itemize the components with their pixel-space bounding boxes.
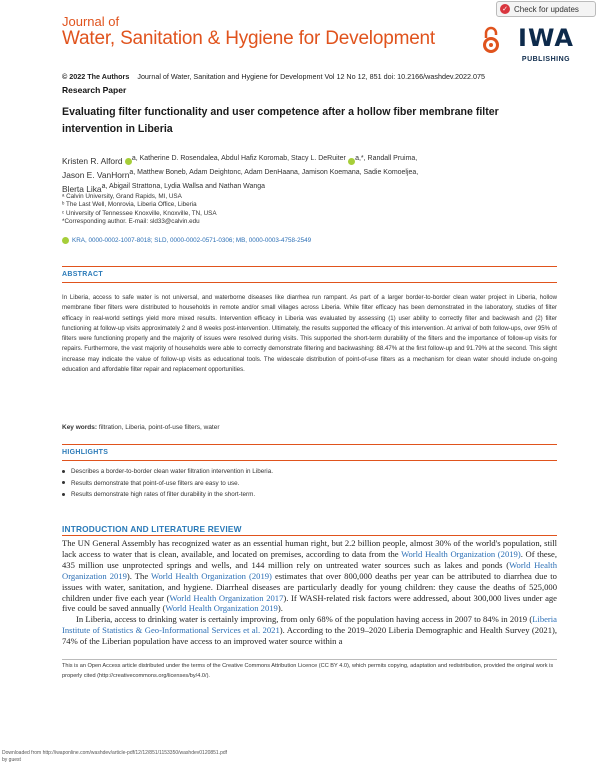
divider — [62, 266, 557, 267]
corresponding-author: *Corresponding author. E-mail: sld33@calvin.edu — [62, 217, 200, 225]
license-footer: This is an Open Access article distributed under the terms of the Creative Commons Attribution Licence (CC BY 4.0), which permits copying, adaptation and redistribution, provided the original work is properly cited (http://creativecommons.org/licenses/by/4.0/). — [62, 663, 554, 679]
paragraph: The UN General Assembly has recognized water as an essential human right, but 2.2 billion people, almost 30% of the world's population, still lack access to water that is clean, available, and located on premises, according to data from the World Health Organization (2019). Of these, 435 million use unprotected springs and wells, and 144 million rely on untreated water sources such as lakes and ponds (World Health Organization 2019). The World Health Organization (2019) estimates that over 800,000 deaths per year can be attributed to diarrhea due to issues with water, sanitation, and hygiene. Diarrheal diseases are particularly deadly for young children: they cause the deaths of 525,000 children under five each year (World Health Organization 2017). If WASH-related risk factors were addressed, about 300,000 lives under age five could be saved annually (World Health Organization 2019). — [62, 538, 557, 614]
list-item: Describes a border-to-border clean water filtration intervention in Liberia. — [62, 466, 273, 478]
abstract-text: In Liberia, access to safe water is not universal, and waterborne diseases like diarrhea run rampant. As part of a larger border-to-border clean water project in Liberia, hollow membrane fiber filters were distributed to households in remote and/or small villages across Liberia. While filter efficacy has been demonstrated in the laboratory, studies of filter efficacy in real-world settings yield more mixed results. Intervention efficacy in Liberia was evaluated by assessing (1) user ability to correctly filter and backwash and (2) filter functioning at follow-up visits approximately 2 and 8 weeks post-intervention. Ultimately, the results supported the efficacy of this intervention. At arrival of both follow-ups, over 95% of filters were functioning properly and the majority of issues were resolved during visits. This supported the short-term durability of the filters and the importance of follow-up visits for repairs. Furthermore, the vast majority of households were able to correctly demonstrate filtering and backwashing: 88.47% at the first follow-up and 91.79% at the second. This slight increase may indicate the value of follow-up visits as educational tools. The widescale distribution of point-of-use filters as a mechanism for clean water should include on-going education and affordable filter repair and replacement opportunities. — [62, 294, 557, 374]
reference-link[interactable]: Liberia Institute of Statistics & Geo-Informational Services et al. 2021 — [62, 614, 557, 636]
reference-link[interactable]: World Health Organization (2019) — [401, 548, 521, 559]
copyright: © 2022 The Authors — [62, 72, 130, 81]
abstract-label: ABSTRACT — [62, 271, 103, 278]
orcid-icon[interactable] — [125, 158, 132, 165]
crossmark-icon: ✓ — [500, 4, 510, 14]
list-item: Results demonstrate high rates of filter durability in the short-term. — [62, 489, 273, 501]
open-access-icon — [482, 26, 500, 54]
divider — [62, 535, 557, 536]
author-list: Kristen R. Alford $^{a, Katherine D. Rosendalea, Abdul Hafiz Koromab, Stacy L. DeRuiter}$ $^{a,*, Randall Pruima,}$ Jason E. VanHorn$^{a, Matthew Boneb, Adam Deightonc, Adam DenHaana, Jamison Koemana, Sadie Komoeljea,}$ Blerta Lika$^{a, Abigail Strattona, Lydia Wallsa and Nathan Wanga}$ — [62, 155, 419, 194]
divider — [62, 282, 557, 283]
publisher-logo — [478, 20, 588, 72]
affiliations — [62, 193, 217, 226]
reference-link[interactable]: World Health Organization 2019 — [62, 559, 557, 581]
reference-link[interactable]: World Health Organization 2019 — [165, 603, 278, 614]
orcid-line — [62, 237, 311, 244]
download-notice: Downloaded from http://iwaponline.com/washdev/article-pdf/12/12/851/1153350/washdev0120851.pdf by guest — [2, 750, 228, 763]
affiliation: ᵃ Calvin University, Grand Rapids, MI, USA — [62, 193, 182, 200]
section-heading: INTRODUCTION AND LITERATURE REVIEW — [62, 524, 242, 534]
check-updates-label: Check for updates — [514, 4, 579, 14]
citation-line — [62, 72, 485, 81]
article-type: Research Paper — [62, 85, 127, 95]
highlights-list — [62, 466, 273, 501]
paragraph: In Liberia, access to drinking water is certainly improving, from only 68% of the population having access in 2007 to 84% in 2019 (Liberia Institute of Statistics & Geo-Informational Services et al. 2021). According to the 2019–2020 Liberia Demographic and Health Survey (2021), 74% of the Liberian population have access to an improved water source within a — [62, 614, 557, 647]
divider — [62, 460, 557, 461]
journal-title-line1: Journal of — [62, 14, 120, 29]
check-updates-button[interactable] — [496, 1, 596, 17]
reference-link[interactable]: World Health Organization (2019) — [151, 570, 272, 581]
footer-divider — [62, 659, 557, 660]
highlights-label: HIGHLIGHTS — [62, 449, 109, 456]
divider — [62, 444, 557, 445]
affiliation: ᵇ The Last Well, Monrovia, Liberia Office, Liberia — [62, 201, 197, 209]
body-text — [62, 538, 557, 647]
journal-title-line2: Water, Sanitation & Hygiene for Development — [62, 28, 436, 49]
article-title: Evaluating filter functionality and user competence after a hollow fiber membrane filter intervention in Liberia — [62, 106, 499, 135]
keywords-list: filtration, Liberia, point-of-use filters, water — [98, 424, 220, 431]
list-item: Results demonstrate that point-of-use filters are easy to use. — [62, 478, 273, 490]
keywords — [62, 424, 220, 431]
keywords-label: Key words: — [62, 424, 98, 431]
iwa-logo-text: IWA — [518, 24, 574, 52]
iwa-publishing-text: PUBLISHING — [521, 56, 571, 63]
affiliation: ᶜ University of Tennessee Knoxville, Knoxville, TN, USA — [62, 209, 217, 217]
journal-citation: Journal of Water, Sanitation and Hygiene for Development Vol 12 No 12, 851 doi: 10.2166/washdev.2022.075 — [137, 72, 485, 81]
orcid-icon — [62, 237, 69, 244]
reference-link[interactable]: World Health Organization 2017 — [169, 592, 284, 603]
orcid-ids[interactable]: KRA, 0000-0002-1007-8018; SLD, 0000-0002-0571-0306; MB, 0000-0003-4758-2549 — [72, 237, 312, 244]
